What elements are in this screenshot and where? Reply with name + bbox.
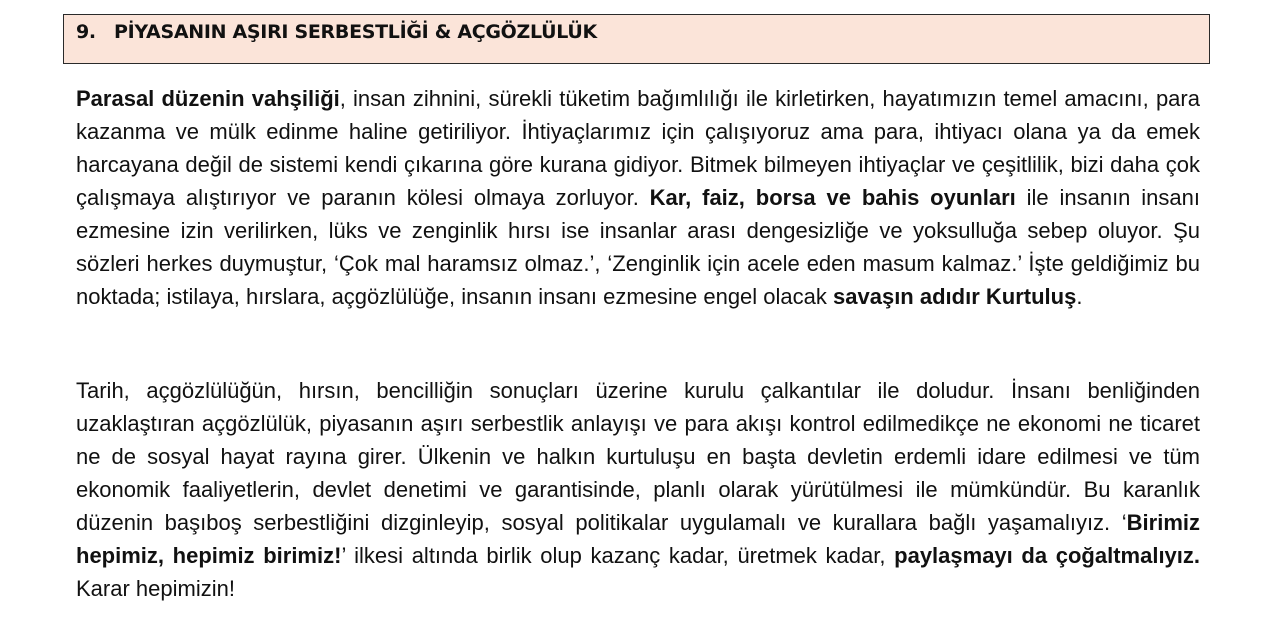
section-title: PİYASANIN AŞIRI SERBESTLİĞİ & AÇGÖZLÜLÜK (114, 21, 597, 43)
section-heading (76, 21, 597, 43)
bold-phrase: paylaşmayı da çoğaltmalıyız. (894, 543, 1201, 568)
bold-phrase: Parasal düzenin vahşiliği (76, 86, 340, 111)
paragraph-text: ile insanın insanı ezmesine izin verilirken, lüks ve zenginlik hırsı ise insanlar arası dengesizliğe ve yoksulluğa sebep oluyor. Şu sözleri herkes duymuştur, ‘Çok mal haramsız olmaz.’, ‘Zenginlik için acele eden masum kalmaz.’ İşte geldiğimiz bu noktada; istilaya, hırslara, açgözlülüğe, insanın insanı ezmesine engel olacak (76, 185, 1200, 309)
section-number: 9. (76, 21, 96, 43)
paragraph-text: ’ ilkesi altında birlik olup kazanç kadar, üretmek kadar, (341, 543, 895, 568)
paragraph-text: Tarih, açgözlülüğün, hırsın, bencilliğin sonuçları üzerine kurulu çalkantılar ile doludur. İnsanı benliğinden uzaklaştıran açgözlülük, piyasanın aşırı serbestlik anlayışı ve para akışı kontrol edilmedikçe ne ekonomi ne ticaret ne de sosyal hayat rayına girer. Ülkenin ve halkın kurtuluşu en başta devletin erdemli idare edilmesi ve tüm ekonomik faaliyetlerin, devlet denetimi ve garantisinde, planlı olarak yürütülmesi ile mümkündür. Bu karanlık düzenin başıboş serbestliğini dizginleyip, sosyal politikalar uygulamalı ve kurallara bağlı yaşamalıyız. ‘ (76, 378, 1200, 535)
bold-phrase: savaşın adıdır Kurtuluş (833, 284, 1077, 309)
paragraph-1 (76, 82, 1200, 313)
paragraph-text: . (1076, 284, 1083, 309)
paragraph-2 (76, 374, 1200, 605)
paragraph-text: , insan zihnini, sürekli tüketim bağımlılığı ile kirletirken, hayatımızın temel amacını, para kazanma ve mülk edinme haline getiriliyor. İhtiyaçlarımız için çalışıyoruz ama para, ihtiyacı olana ya da emek harcayana değil de sistemi kendi çıkarına göre kurana gidiyor. Bitmek bilmeyen ihtiyaçlar ve çeşitlilik, bizi daha çok çalışmaya alıştırıyor ve paranın kölesi olmaya zorluyor. (76, 86, 1200, 210)
paragraph-text: Karar hepimizin! (76, 576, 235, 601)
section-heading-box (63, 14, 1210, 64)
bold-phrase: Kar, faiz, borsa ve bahis oyunları (649, 185, 1016, 210)
bold-phrase: Birimiz hepimiz, hepimiz birimiz! (76, 510, 1200, 568)
